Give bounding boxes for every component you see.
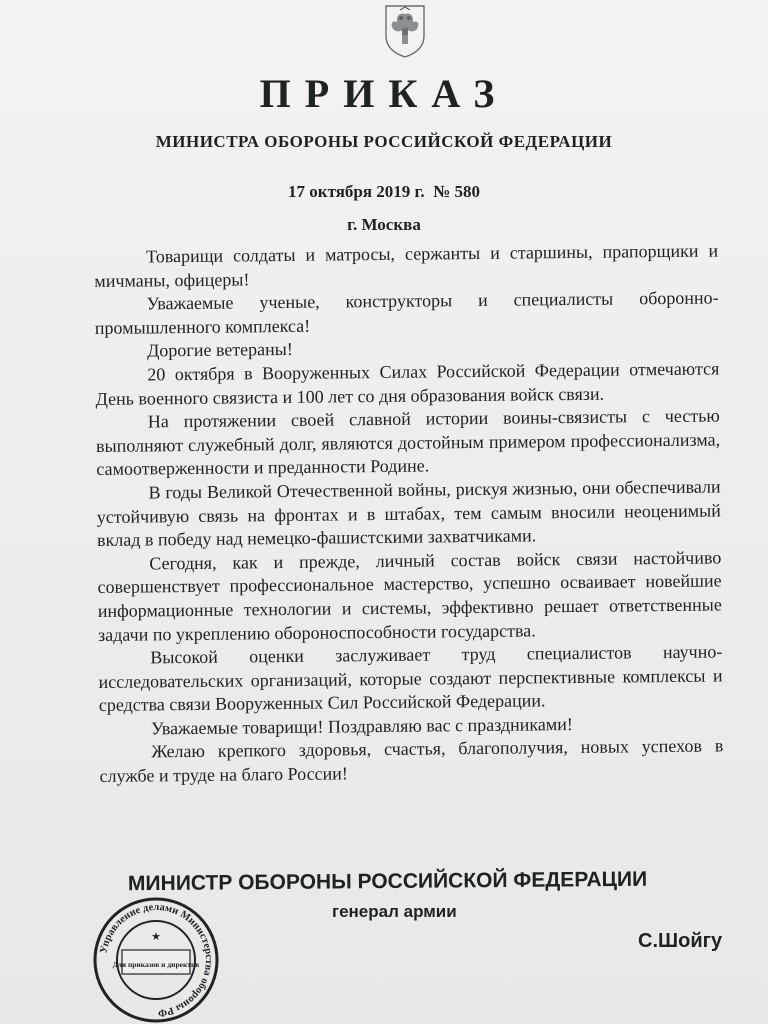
paragraph: 20 октября в Вооруженных Силах Российской Федерации отмечаются День военного связиста и 100 лет со дня образования войск связи. bbox=[95, 358, 720, 409]
paragraph: Высокой оценки заслуживает труд специалистов научно-исследовательских организаций, которые создают перспективные комплексы и средства связи Вооруженных Сил Российской Федерации. bbox=[98, 641, 723, 716]
paragraph: На протяжении своей славной истории воины-связисты с честью выполняют служебный долг, являются достойным примером профессионализма, самоотверженности и преданности Родине. bbox=[95, 405, 721, 480]
paragraph: Сегодня, как и прежде, личный состав войск связи настойчиво совершенствует профессиональное мастерство, успешно осваивает новейшие информационные технологии и системы, эффективно решает ответственные задачи по укреплению обороноспособности государства. bbox=[97, 547, 722, 645]
paragraph: Уважаемые товарищи! Поздравляю вас с праздниками! bbox=[150, 713, 573, 739]
paragraph: Дорогие ветераны! bbox=[146, 339, 293, 361]
paragraph: Уважаемые ученые, конструкторы и специалисты оборонно-промышленного комплекса! bbox=[94, 287, 719, 338]
signatory-title: МИНИСТР ОБОРОНЫ РОССИЙСКОЙ ФЕДЕРАЦИИ bbox=[127, 867, 648, 896]
paragraph: Товарищи солдаты и матросы, сержанты и старшины, прапорщики и мичманы, офицеры! bbox=[94, 240, 719, 291]
order-number: № 580 bbox=[433, 182, 480, 201]
signatory-name: С.Шойгу bbox=[638, 930, 723, 952]
order-date: 17 октября 2019 г. bbox=[288, 182, 425, 201]
stamp-ring-text: Управление делами Министерства обороны РФ bbox=[98, 901, 215, 1019]
paragraph: Желаю крепкого здоровья, счастья, благополучия, новых успехов в службе и труде на благо России! bbox=[99, 735, 724, 787]
coat-of-arms-emblem bbox=[380, 2, 430, 58]
document-subtitle: МИНИСТРА ОБОРОНЫ РОССИЙСКОЙ ФЕДЕРАЦИИ bbox=[155, 132, 613, 151]
paragraph: В годы Великой Отечественной войны, рискуя жизнью, они обеспечивали устойчивую связь на фронтах и в штабах, тем самым вносили неоценимый вклад в победу над немецко-фашистскими захватчиками. bbox=[96, 476, 721, 551]
signatory-rank: генерал армии bbox=[332, 902, 457, 921]
stamp-center-text: Для приказов и директив bbox=[112, 960, 200, 969]
star-icon: ★ bbox=[151, 930, 161, 943]
document-title: ПРИКАЗ bbox=[259, 71, 509, 116]
order-dateline bbox=[0, 182, 768, 202]
document-body bbox=[94, 239, 724, 788]
official-stamp bbox=[92, 896, 220, 1024]
order-city: г. Москва bbox=[347, 215, 421, 234]
